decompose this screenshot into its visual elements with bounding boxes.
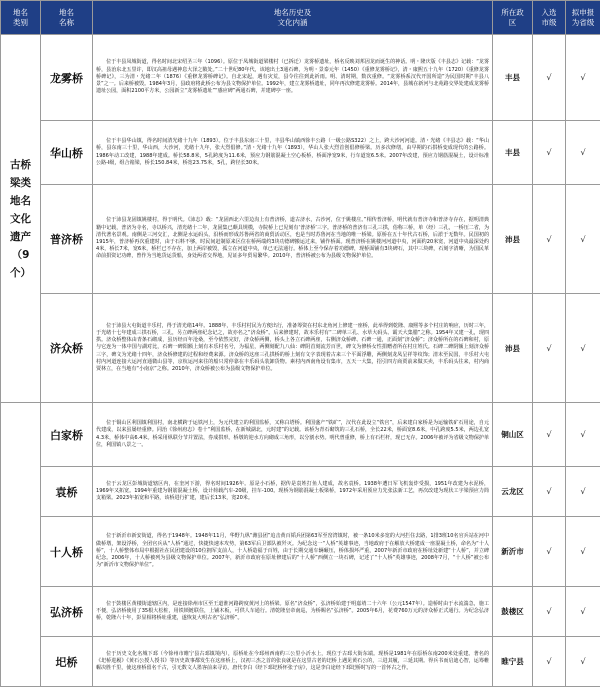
category-cell: 古桥 梁类 地名 文化 遗产 （9 个）	[1, 35, 41, 403]
district-cell: 沛县	[493, 294, 533, 403]
district-cell: 铜山区	[493, 403, 533, 467]
bridge-description: 位于历史文化名城下邳（今徐州市睢宁县古邳镇境内），原桥址在今邳州西南约三公里小沂水上，现位于古邳大街东端。现桥是1981年在原桥东南200米处重建。著名的《圯桥进履》《黄石公授人授书》等历史故事都发生在这座桥上，汉初三杰之首的张良就是在这里古老的圯桥上遇见黄石公的，三进其履，三延其期。得兵书而启迪心智，运筹帷幄决胜千里，使这座桥留名千古，引无数文人墨客前来寻访，唐代李白《经下邳圯桥怀张子房》，这是李白途经下邳圯桥时写的一首怀古之作。	[93, 637, 493, 687]
proposed-check: √	[566, 403, 600, 467]
bridge-name: 华山桥	[41, 121, 93, 185]
proposed-check: √	[566, 294, 600, 403]
header-district: 所在政 区	[493, 1, 533, 35]
table-row	[1, 121, 600, 185]
category-cell-continued	[1, 403, 41, 687]
table-row	[1, 403, 600, 467]
bridge-name: 济众桥	[41, 294, 93, 403]
table-row	[1, 587, 600, 637]
table-row	[1, 467, 600, 517]
bridge-description: 位于丰县华山镇，得名时间清光绪十九年（1893）。位于丰县东南三十里，丰县华山镇西徐丰公路（一级公路S322）之上，跨大沙河河道。清・光绪《丰县志》载：“华山桥，县东南三十里，华山西，大沙河，光绪十九年，张大烈倡修。”清・光绪十九年（1893），华山人张大烈首创倡修桥梁。历多次修缮，由早期的石拱桥变成现代的公路桥。1986年动工改建，1988年建成。桥长58.8米，5孔跨度为11.6米，预应力钢筋混凝土空心板桥，桥面净宽9米，行车道宽6.5米。2007年改建，预应力钢筋混凝土，设计标准公路-I级，组合箱梁，桥长150.84米，桥宽23.75米，5孔，跨径长30米。	[93, 121, 493, 185]
selected-check: √	[533, 35, 566, 121]
header-name: 地名 名称	[41, 1, 93, 35]
table-row	[1, 35, 600, 121]
header-row	[1, 1, 600, 35]
district-cell: 丰县	[493, 35, 533, 121]
selected-check: √	[533, 121, 566, 185]
proposed-check: √	[566, 35, 600, 121]
table-row	[1, 517, 600, 587]
bridge-description: 位于沛县大屯街道丰乐村，得于清光绪14年。1888年，丰乐村村民为方便出行，准备筹资在村东北角河上修建一座桥，此举得到乾隆、康熙等多个村庄的响应，历时三年，于光绪十七年建成三拱石桥，三孔，另立碑两座纪念记之，故亦名之“济众桥”。后来修建时，故本乐村有“二碑单三孔、水草大码头、霸天大集腊”之称。1954年又建一孔，现四拱。济众桥整体由青条石砌成，虽历经百年沧桑，至今依然完好，济众桥两侧，桥头上各立石碑两座，右侧济众桥碑、石碑一通，正面刻“济众桥”；济众桥所在的石碑和村，原与它连为一体中国与湖对比，石碑一碑阳额上刻有本乐村名号，为福星，两侧刻配九八仙：碑阴首刻流芳百世，碑文为修桥女性捐赠者所在村庄姓氏。石碑二碑阴额上刻济众桥三字，碑文为光绪十四年，济众桥修建的过程和经费来源。济众桥的这座三孔拱桥的桥上刻有文字表现着古来三个平面浮雕，两侧刻龙凤呈祥等纹饰；清末至民国，丰乐村大屯村内河道连接大运河直通微山县等，京杭运河来往的船只常停靠在丰乐码头装卸货物。素村内西南角设有集市，五天一大集，招引四方商贾前来做买卖，丰乐码头往来，村内商贾林立，在当地有“小南京”之称。2010年，济众桥被公布为县级文物保护单位。	[93, 294, 493, 403]
selected-check: √	[533, 637, 566, 687]
bridge-name: 十人桥	[41, 517, 93, 587]
district-cell: 丰县	[493, 121, 533, 185]
bridge-description: 位于沛县龙固镇姚楼村，得于明代。《沛志》载：“龙固西北六里边沟上有普济桥，道古济水，古沙河，位于姚楼庄。”相传普济桥，明代就有普济寺和普济寺存在，据明清典籍中记载，普济为寺名，寺以桥兴，清光绪十二年，龙固集已颇具规模，寺院桥上已见刻有‘普济桥’三字。普济桥的普济有三孔三拱，俗称三桥，单（经）三孔，一桥压二省，为清代著名景观。南侧是三河交汇，北侧是水运码头，沿桥而形成苏鲁两省的商贸活动区，也是当时苏鲁河在当地的唯一桥梁。原桥在五十年代古石桥，后淤于无数年。民国初的1915年，普济桥再次重建时，由于石料不够，时民间赶制原来区位在桥两端约3块功德碑搬运过来，铺作桥面。现普济桥在姚楼河河道中央，河面约20米宽，河道中央最深处约4米，桥长7米，宽6米，桥栏已不存在，加上两岸被毁，孤立在河道中央，单已无法通行。桥体上至今保存着功德碑，现桥面铺有3块碑石，其中三块碑，石刻字清晰，为国民革命前捐资记功碑，曾作为当地货运货船，身处两省交界地，见证多年贸易繁华。2010年，普济桥被公布为县级文物保护单位。	[93, 185, 493, 294]
bridge-name: 弘济桥	[41, 587, 93, 637]
proposed-check: √	[566, 185, 600, 294]
selected-check: √	[533, 403, 566, 467]
bridge-description: 位于云龙区彭城街道辖区内，在奎河下游，得名时间1926年。原是小石桥，据传是袁姓打鱼人建成，故名袁桥。1938年遭日军飞机轰炸受损，1951年改建为水泥桥，1969年又拓宽。1994年重建为钢筋混凝土桥，设计荷载汽车-20级，挂车-100。现桥为钢筋混凝土板梁桥，1972年采用预应力先张法新工艺，再次改建为现状工字梁预应力简支箱梁。2023年拓宽和平路，该桥进行扩建，建后长13米，宽20米。	[93, 467, 493, 517]
proposed-check: √	[566, 637, 600, 687]
bridge-name: 圯桥	[41, 637, 93, 687]
proposed-check: √	[566, 587, 600, 637]
bridge-name: 普济桥	[41, 185, 93, 294]
selected-check: √	[533, 587, 566, 637]
selected-check: √	[533, 517, 566, 587]
proposed-check: √	[566, 121, 600, 185]
header-history: 地名历史及 文化内涵	[93, 1, 493, 35]
bridge-description: 位于鼓楼区黄楼街道辖区内，是连接徐州市区至王道淮河路跨度黄河上的桥梁。原名“济众桥”，弘济桥始建于明嘉靖二十六年（公元1547年）。造桥时由于水流湍急，施工不便，弘济桥使用了35根大松桩，用铁锁链联住，上铺木板，可供人车通行。清乾隆皇帝南巡，为桥赐名“弘济桥”。2005年6月，花费760万元的济众桥正式通行。为纪念弘济桥，乾隆六十年，彭显相将桥址重建，遂恢复大明古名“弘济桥”。	[93, 587, 493, 637]
table-row	[1, 185, 600, 294]
table-row	[1, 294, 600, 403]
district-cell: 沛县	[493, 185, 533, 294]
district-cell: 云龙区	[493, 467, 533, 517]
bridge-name: 白家桥	[41, 403, 93, 467]
proposed-check: √	[566, 467, 600, 517]
selected-check: √	[533, 294, 566, 403]
proposed-check: √	[566, 517, 600, 587]
bridge-description: 位于新沂市新安街道，得名于1948年。1948年11月，华野九纵“潍县团”追击黄百韬兵团第63军至窑湾镇时，被一条10米多宽的大河拦住去路，1排3班10名官兵站在河中做桥墩，架设浮桥，全团官兵从“人桥”通过，快捷快速本攻势，第63军后卫部队被歼灭。为纪念这一“人桥”英雄事迹，当地政府于在解放大桥建成一座混凝土桥，命名为“十人桥”，十人桥整体布局中根据社在民团建设的10位拥军支前人，十人桥造福于百姓，由于长期交通车辆碾压，桥体损坏严重，2007年新沂市政府在桥址处新建“十人桥”，并立碑纪念。2006年，十人桥被列为县级文物保护单位。2007年，新沂市政府在原址修建后的“十人桥”西侧立一块石碑，记述了“十人桥”英雄事迹，2008年7月，“十人桥”被公布为“新沂市文物保护单位”。	[93, 517, 493, 587]
header-selected: 入选 市级	[533, 1, 566, 35]
table-row	[1, 637, 600, 687]
selected-check: √	[533, 185, 566, 294]
header-proposed: 拟申报 为省级	[566, 1, 600, 35]
header-category: 地名 类别	[1, 1, 41, 35]
district-cell: 睢宁县	[493, 637, 533, 687]
bridge-description: 位于丰县凤城街道，得名时间北宋绍圣三年（1096）。原位于凤城街道梁楼村（已拆迁）龙雾桥遗址，桥名反映刘邦因龙而诞生的神话。明・隆庆版《丰县志》记载：“龙雾桥，县治东北五里许，即汉高祖母遇神息大泽之陂处。”二十世纪80年代，该地出土3通石碑，为明・景泰元年（1450）《重修龙雾桥记》，清・康熙五十九年（1720）《重修龙雾桥碑记》，三为清・光绪二年（1876）《重修龙雾桥碑记》。自北宋起，遇有灾荒，县令往往到此祈雨。明、清时期，数次重修。“龙雾桥系汉代开国所造”为民国时期“丰县八景”之一。后来桥被毁。1984年3月，县政府将此桥公布为县文物保护单位。1992年，建立龙雾桥遗址，同年再次修建龙雾桥。2014年，县城在新河与北苑路交界处建成龙雾桥遗址公园，面积2100平方米，公园新立“龙雾桥遗址”“感应碑”两通石碑，并建碑亭一座。	[93, 35, 493, 121]
district-cell: 鼓楼区	[493, 587, 533, 637]
bridge-name: 袁桥	[41, 467, 93, 517]
bridge-description: 位于铜山区利国镇利国村，南北横跨于运铁河上，为元代建立的利国监桥，又称白塔桥。利国盛产“铁矿”，汉代在此设立“铁官”，后来建白家桥是为运输铁矿石用途，自元代建成，以来虽屡经重修。同治《徐州府志》卷十“利国监桥，在新城湖北，元时建”的记载。该桥为青石砌筑的三孔石桥，全长22米，桥面宽8.6米，中孔跨度5.5米，两边孔宽4.3米，桥体中高6.4米。桥采用纵联分节并置法，券成拱形。桥墩的迎水方向砌成三角形，以分割水势。明代曾重修，桥上有石栏杆，现已无存。2006年被评为省级文物保护单位，利国镇八景之一。	[93, 403, 493, 467]
district-cell: 新沂市	[493, 517, 533, 587]
selected-check: √	[533, 467, 566, 517]
bridge-name: 龙雾桥	[41, 35, 93, 121]
